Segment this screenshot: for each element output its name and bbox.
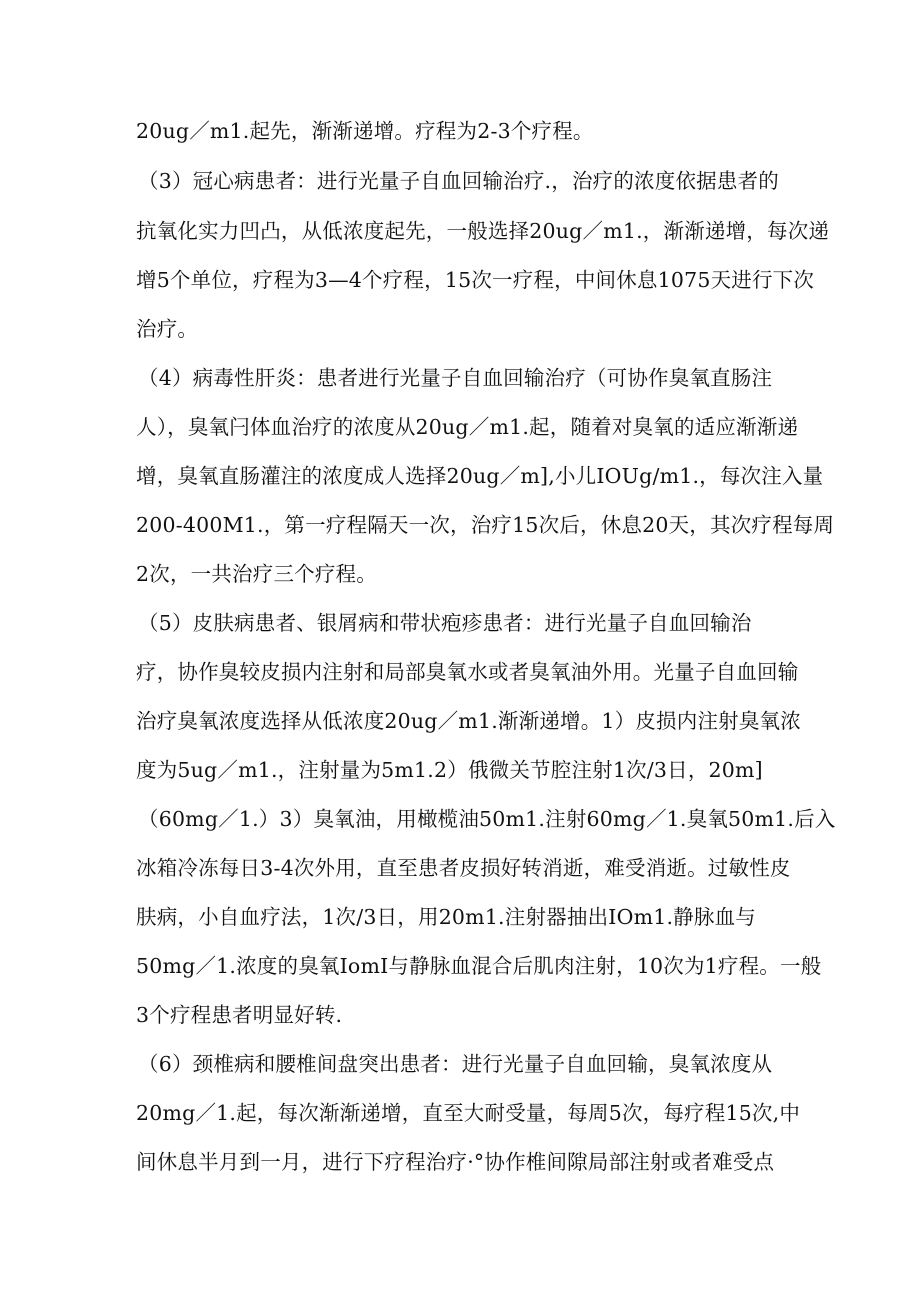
paragraph-5-line-6: 冰箱冷冻每日3-4次外用，直至患者皮损好转消逝，难受消逝。过敏性皮 [136, 856, 791, 880]
paragraph-5-line-4: 度为5ug／m1.，注射量为5m1.2）俄微关节腔注射1次/3日，20m] [136, 758, 763, 782]
paragraph-3-line-4: 治疗。 [136, 317, 199, 341]
paragraph-6-line-1: （6）颈椎病和腰椎间盘突出患者：进行光量子自血回输，臭氧浓度从 [138, 1052, 773, 1076]
paragraph-4-line-2: 人），臭氧闩体血治疗的浓度从20ug／m1.起，随着对臭氧的适应渐渐递 [136, 415, 799, 439]
paragraph-6-line-2: 20mg／1.起，每次渐渐递增，直至大耐受量，每周5次，每疗程15次,中 [136, 1101, 801, 1125]
paragraph-5-line-3: 治疗臭氧浓度选择从低浓度20ug／m1.渐渐递增。1）皮损内注射臭氧浓 [136, 709, 801, 733]
paragraph-4-line-5: 2次，一共治疗三个疗程。 [136, 562, 377, 586]
text-line-1: 20ug／m1.起先，渐渐递增。疗程为2-3个疗程。 [136, 119, 594, 143]
paragraph-4-line-4: 200-400M1.，第一疗程隔天一次，治疗15次后，休息20天，其次疗程每周 [136, 513, 835, 537]
paragraph-3-line-2: 抗氧化实力凹凸，从低浓度起先，一般选择20ug／m1.，渐渐递增，每次递 [136, 219, 830, 243]
paragraph-6-line-3: 间休息半月到一月，进行下疗程治疗·°协作椎间隙局部注射或者难受点 [136, 1150, 775, 1174]
paragraph-5-line-7: 肤病，小自血疗法，1次/3日，用20m1.注射器抽出IOm1.静脉血与 [136, 905, 756, 929]
paragraph-5-line-9: 3个疗程患者明显好转. [136, 1003, 343, 1027]
paragraph-3-line-1: （3）冠心病患者：进行光量子自血回输治疗.，治疗的浓度依据患者的 [138, 169, 779, 193]
paragraph-4-line-1: （4）病毒性肝炎：患者进行光量子自血回输治疗（可协作臭氧直肠注 [138, 366, 773, 390]
paragraph-5-line-8: 50mg／1.浓度的臭氧IomI与静脉血混合后肌肉注射，10次为1疗程。一般 [136, 954, 822, 978]
paragraph-5-line-2: 疗，协作臭较皮损内注射和局部臭氧水或者臭氧油外用。光量子自血回输 [136, 660, 799, 684]
paragraph-5-line-1: （5）皮肤病患者、银屑病和带状疱疹患者：进行光量子自血回输治 [138, 611, 752, 635]
paragraph-3-line-3: 增5个单位，疗程为3—4个疗程，15次一疗程，中间休息1075天进行下次 [136, 268, 815, 292]
paragraph-4-line-3: 增，臭氧直肠灌注的浓度成人选择20ug／m],小儿IOUg/m1.，每次注入量 [136, 464, 824, 488]
paragraph-5-line-5: （60mg／1.）3）臭氧油，用橄榄油50m1.注射60mg／1.臭氧50m1.后入 [138, 807, 836, 831]
